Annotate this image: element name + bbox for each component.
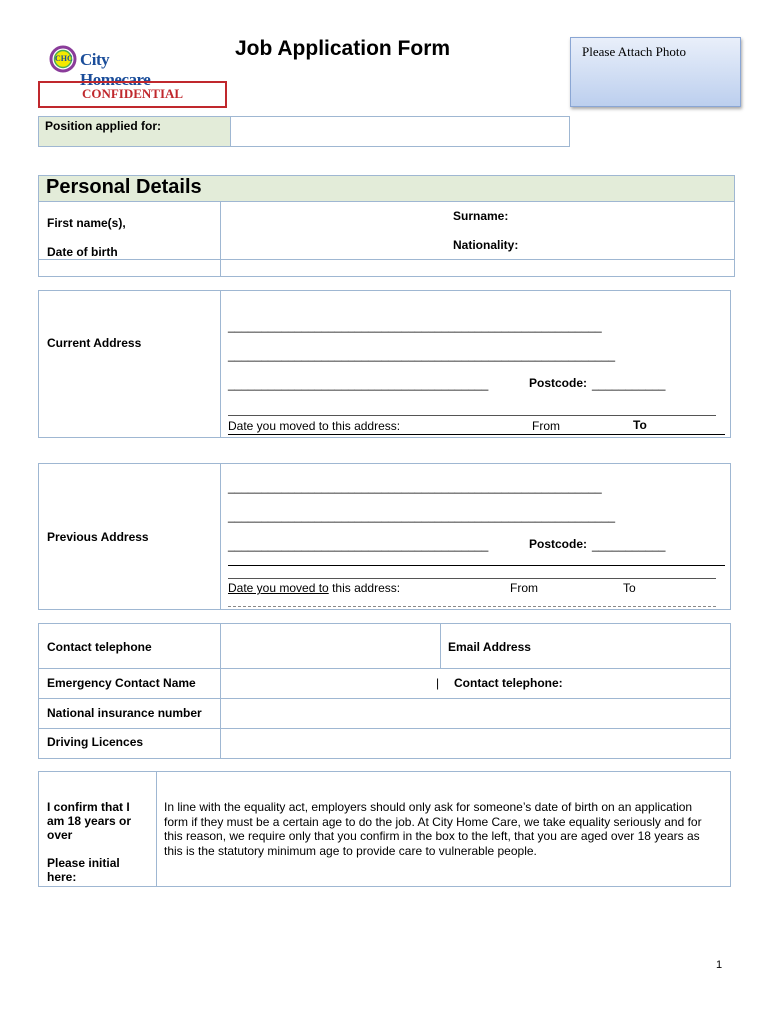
contact-telephone-label: Contact telephone	[47, 640, 152, 654]
previous-address-line-2[interactable]: __________________________________________________________	[228, 509, 616, 523]
current-address-line-2[interactable]: __________________________________________________________	[228, 348, 616, 362]
company-logo	[48, 44, 178, 89]
previous-postcode-field[interactable]: ___________	[592, 538, 666, 552]
initial-field[interactable]	[40, 773, 155, 885]
contact-email-divider	[440, 623, 441, 669]
current-address-line-1[interactable]: ________________________________________________________	[228, 319, 602, 333]
dob-label: Date of birth	[47, 245, 118, 259]
previous-address-line-3[interactable]: _______________________________________	[228, 538, 489, 552]
page-title: Job Application Form	[235, 37, 451, 60]
emergency-contact-field[interactable]	[222, 669, 432, 697]
previous-moved-top-line	[228, 578, 716, 579]
dob-field[interactable]	[222, 232, 447, 258]
current-address-divider	[220, 290, 221, 438]
current-to-label: To	[633, 418, 647, 432]
previous-address-line-1[interactable]: ________________________________________________________	[228, 480, 602, 494]
contact-label-divider	[220, 623, 221, 759]
previous-thick-line	[228, 565, 725, 566]
previous-moved-label-rest: this address:	[328, 581, 401, 595]
current-moved-label: Date you moved to this address:	[228, 419, 401, 433]
page-number: 1	[716, 959, 723, 971]
logo-text: City Homecare	[80, 50, 151, 89]
driving-licences-field[interactable]	[222, 729, 730, 758]
current-postcode-label: Postcode:	[529, 376, 588, 390]
photo-label: Please Attach Photo	[582, 44, 686, 59]
surname-label: Surname:	[453, 209, 509, 223]
emergency-contact-label: Emergency Contact Name	[47, 676, 196, 690]
driving-licences-label: Driving Licences	[47, 735, 144, 749]
photo-box[interactable]	[570, 37, 741, 107]
previous-moved-label-underlined: Date you moved to	[228, 581, 329, 595]
email-label: Email Address	[448, 640, 531, 654]
current-address-line-3[interactable]: _______________________________________	[228, 377, 489, 391]
confidential-label: CONFIDENTIAL	[81, 86, 184, 101]
current-postcode-field[interactable]: ___________	[592, 377, 666, 391]
position-label: Position applied for:	[45, 119, 161, 133]
age-confirm-divider	[156, 771, 157, 887]
ni-number-label: National insurance number	[47, 706, 202, 720]
previous-moved-bottom-line	[228, 606, 716, 607]
previous-address-label: Previous Address	[47, 530, 149, 544]
previous-to-label: To	[623, 581, 636, 595]
contact-telephone-field[interactable]	[222, 624, 439, 667]
current-from-label: From	[532, 419, 560, 433]
equality-statement: In line with the equality act, employers should only ask for someone’s date of birth on an application form if they must be a certain age to do the job. At City Home Care, we take equality seriously and for this reason, we require only that you confirm in the box to the left, that you are aged over 18 years as this is the statutory minimum age to provide care to vulnerable people.	[164, 800, 702, 858]
personal-details-heading: Personal Details	[46, 176, 202, 198]
previous-postcode-label: Postcode:	[529, 537, 588, 551]
previous-moved-label	[228, 581, 400, 595]
current-address-label: Current Address	[47, 336, 142, 350]
logo-mark: CHC	[55, 54, 73, 63]
emergency-separator: |	[436, 676, 440, 690]
emergency-telephone-field[interactable]	[580, 669, 730, 697]
personal-divider	[220, 202, 221, 277]
nationality-field[interactable]	[530, 232, 730, 258]
initial-label: Please initial here:	[47, 856, 120, 884]
position-field[interactable]	[231, 117, 569, 146]
age-confirm-label: I confirm that I am 18 years or over	[47, 800, 132, 842]
email-field[interactable]	[545, 624, 730, 667]
previous-address-divider	[220, 463, 221, 610]
personal-row-line	[38, 259, 735, 260]
surname-field[interactable]	[530, 203, 730, 231]
current-moved-top-line	[228, 415, 716, 416]
first-name-field[interactable]	[222, 203, 447, 231]
ni-number-field[interactable]	[222, 699, 730, 727]
emergency-telephone-label: Contact telephone:	[454, 676, 563, 690]
nationality-label: Nationality:	[453, 238, 519, 252]
previous-from-label: From	[510, 581, 538, 595]
current-moved-bottom-line	[228, 434, 725, 435]
confidential-badge	[38, 81, 227, 108]
first-name-label: First name(s),	[47, 216, 126, 230]
